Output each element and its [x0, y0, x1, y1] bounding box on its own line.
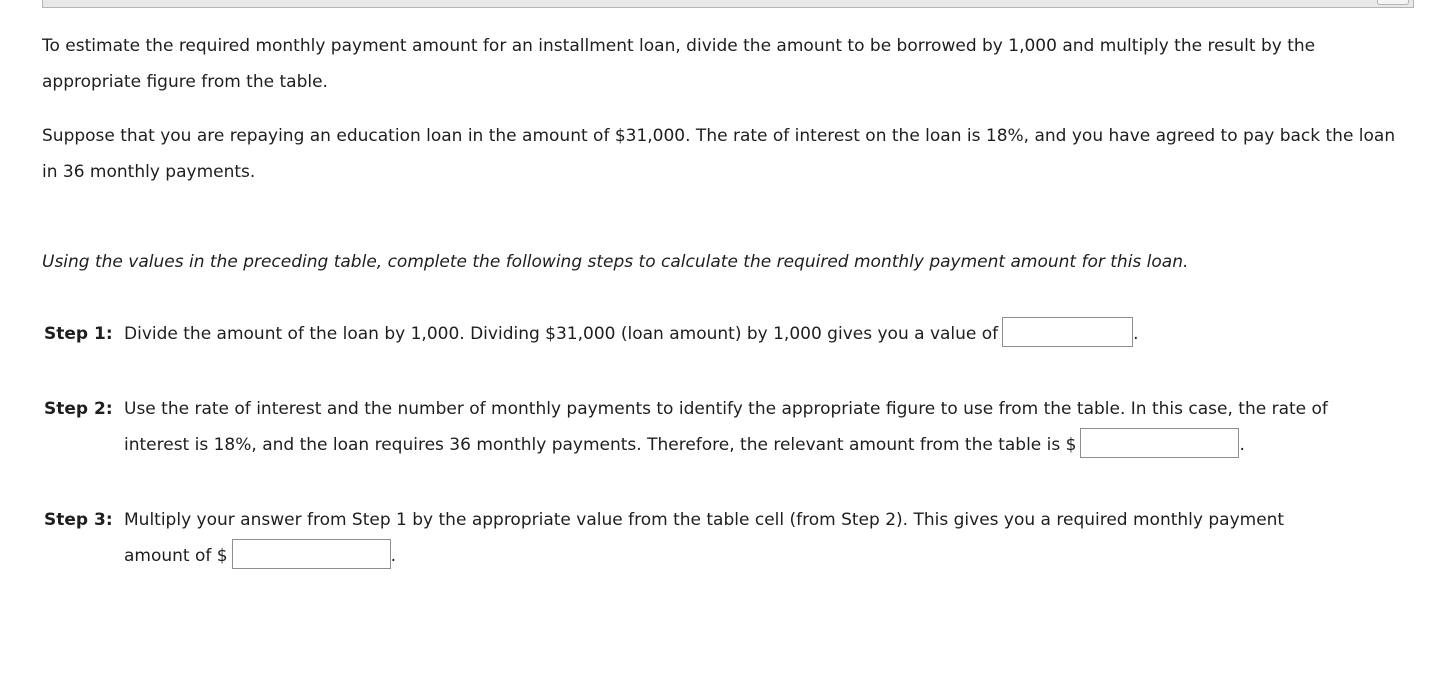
- intro-paragraph-2: Suppose that you are repaying an education loan in the amount of $31,000. The rate of interest on the loan is 18%, and you have agreed to pay back the loan in 36 monthly payments.: [42, 126, 1396, 182]
- intro-paragraph-1: To estimate the required monthly payment amount for an installment loan, divide the amount to be borrowed by 1,000 and multiply the result by the appropriate figure from the table.: [42, 36, 1316, 92]
- panel-toggle-button[interactable]: [1377, 0, 1409, 5]
- top-panel-edge: [42, 0, 1414, 8]
- step-3-period: .: [390, 546, 397, 566]
- step-2-text-line-1: Use the rate of interest and the number of monthly payments to identify the appropriate figure to use from the table. In this case, the rate of: [124, 399, 1328, 419]
- step-3-label: Step 3:: [44, 510, 113, 530]
- step-1-label: Step 1:: [44, 324, 113, 344]
- instructions-text: Using the values in the preceding table, complete the following steps to calculate the required monthly payment amount for this loan.: [42, 252, 1189, 272]
- step-1: [44, 316, 1416, 352]
- step-3-answer-input[interactable]: [232, 539, 391, 569]
- step-3-text-line-1: Multiply your answer from Step 1 by the appropriate value from the table cell (from Step 2). This gives you a required monthly payment: [124, 510, 1285, 530]
- step-2-answer-input[interactable]: [1080, 428, 1239, 458]
- step-2: [44, 391, 1416, 463]
- step-3: [44, 502, 1416, 574]
- step-3-text-line-2: amount of $: [124, 546, 228, 566]
- step-1-text: Divide the amount of the loan by 1,000. Dividing $31,000 (loan amount) by 1,000 gives you a value of: [124, 324, 999, 344]
- step-1-period: .: [1133, 324, 1139, 344]
- step-1-answer-input[interactable]: [1002, 317, 1133, 347]
- step-2-period: .: [1239, 435, 1245, 455]
- step-2-text-line-2: interest is 18%, and the loan requires 36 monthly payments. Therefore, the relevant amount from the table is $: [124, 435, 1077, 455]
- step-2-label: Step 2:: [44, 399, 113, 419]
